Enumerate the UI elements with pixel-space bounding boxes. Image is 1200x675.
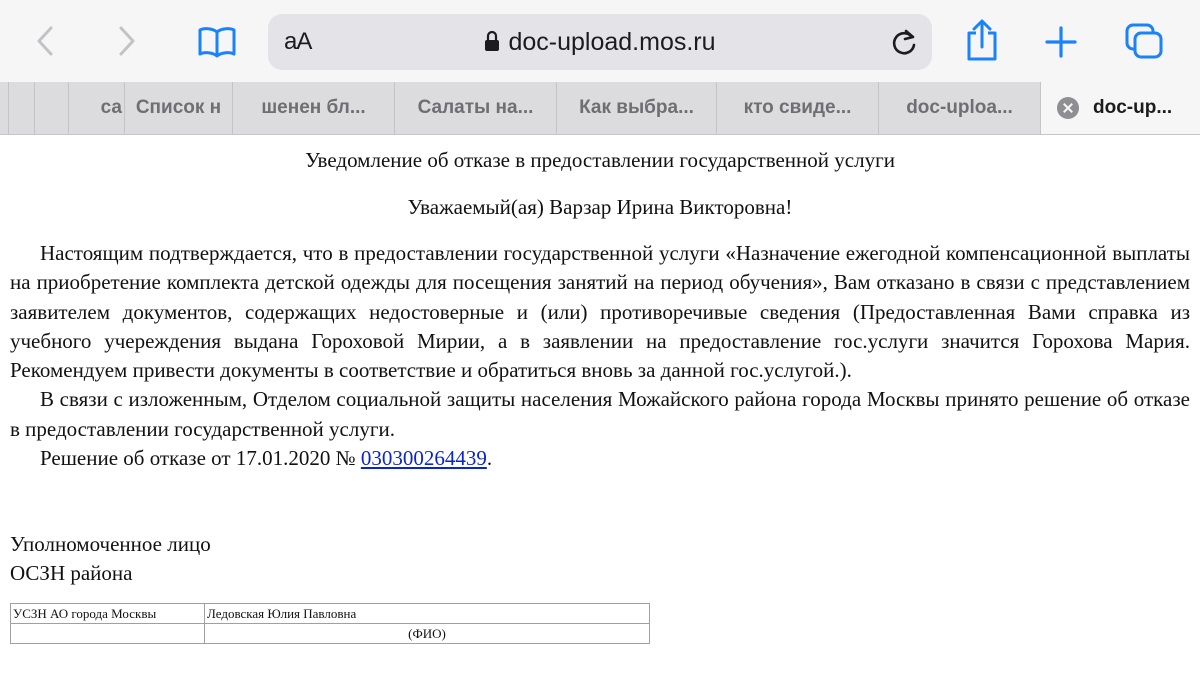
empty-cell xyxy=(11,624,205,644)
tabs-overview-icon[interactable] xyxy=(1122,20,1166,62)
tab[interactable] xyxy=(68,82,124,134)
name-cell: Ледовская Юлия Павловна xyxy=(205,604,650,624)
greeting: Уважаемый(ая) Варзар Ирина Викторовна! xyxy=(407,195,793,219)
new-tab-icon[interactable] xyxy=(1042,24,1080,60)
signer-line: ОСЗН района xyxy=(10,561,133,585)
tab-label: Как выбра... xyxy=(579,97,694,118)
tab-label: Список н xyxy=(135,97,222,118)
tab-label: doc-uploa... xyxy=(906,97,1013,118)
notice-body xyxy=(10,239,1190,473)
forward-icon[interactable] xyxy=(112,24,142,58)
share-icon[interactable] xyxy=(962,18,1002,62)
decision-prefix: Решение об отказе от 17.01.2020 № xyxy=(40,446,361,471)
tab[interactable] xyxy=(232,82,394,134)
tab-bar xyxy=(0,82,1200,135)
tab-label: doc-up... xyxy=(1093,97,1173,118)
url-text: doc-upload.mos.ru xyxy=(508,28,716,56)
browser-toolbar xyxy=(0,0,1200,82)
lock-icon xyxy=(484,30,500,59)
tab-label: са xyxy=(100,97,122,118)
back-icon[interactable] xyxy=(30,24,60,58)
tab-label: шенен бл... xyxy=(261,97,366,118)
signature-table xyxy=(10,603,650,644)
tab[interactable] xyxy=(124,82,232,134)
tab-active[interactable] xyxy=(1040,82,1200,134)
tab-stack-edge xyxy=(8,82,17,134)
notice-paragraph: В связи с изложенным, Отделом социальной защиты населения Можайского района города Москвы принято решение об отказе в предоставлении государственной услуги. xyxy=(10,387,1190,441)
document-title: Уведомление об отказе в предоставлении государственной услуги xyxy=(305,148,895,172)
bookmarks-icon[interactable] xyxy=(195,24,239,60)
tab-label: кто свиде... xyxy=(743,97,852,118)
reload-icon[interactable] xyxy=(890,27,918,62)
decision-line xyxy=(10,444,1190,473)
tab[interactable] xyxy=(556,82,716,134)
tab-stack-edge xyxy=(34,82,43,134)
fio-label-cell: (ФИО) xyxy=(205,624,650,644)
tab[interactable] xyxy=(878,82,1040,134)
signer-block xyxy=(10,530,211,588)
document-page xyxy=(0,135,1200,675)
tab[interactable] xyxy=(394,82,556,134)
tab-label: Салаты на... xyxy=(417,97,534,118)
signer-line: Уполномоченное лицо xyxy=(10,532,211,556)
notice-paragraph: Настоящим подтверждается, что в предоставлении государственной услуги «Назначение ежегодной компенсационной выплаты на приобретение комплекта детской одежды для посещения занятий на период обучения», Вам отказано в связи с представлением заявителем документов, содержащих недостоверные и (или) противоречивые сведения (Предоставленная Вами справка из учебного учереждения выдана Гороховой Мирии, а в заявлении на предоставление гос.услуги значится Горохова Мария. Рекомендуем привести документы в соответствие и обратиться вновь за данной гос.услугой.). xyxy=(10,241,1190,383)
decision-number-link[interactable]: 030300264439 xyxy=(360,446,487,471)
decision-suffix: . xyxy=(486,446,493,471)
text-size-label: aA xyxy=(284,28,312,55)
org-cell: УСЗН АО города Москвы xyxy=(11,604,205,624)
close-tab-icon[interactable] xyxy=(1057,97,1079,119)
address-bar[interactable] xyxy=(268,14,932,70)
tab[interactable] xyxy=(716,82,878,134)
